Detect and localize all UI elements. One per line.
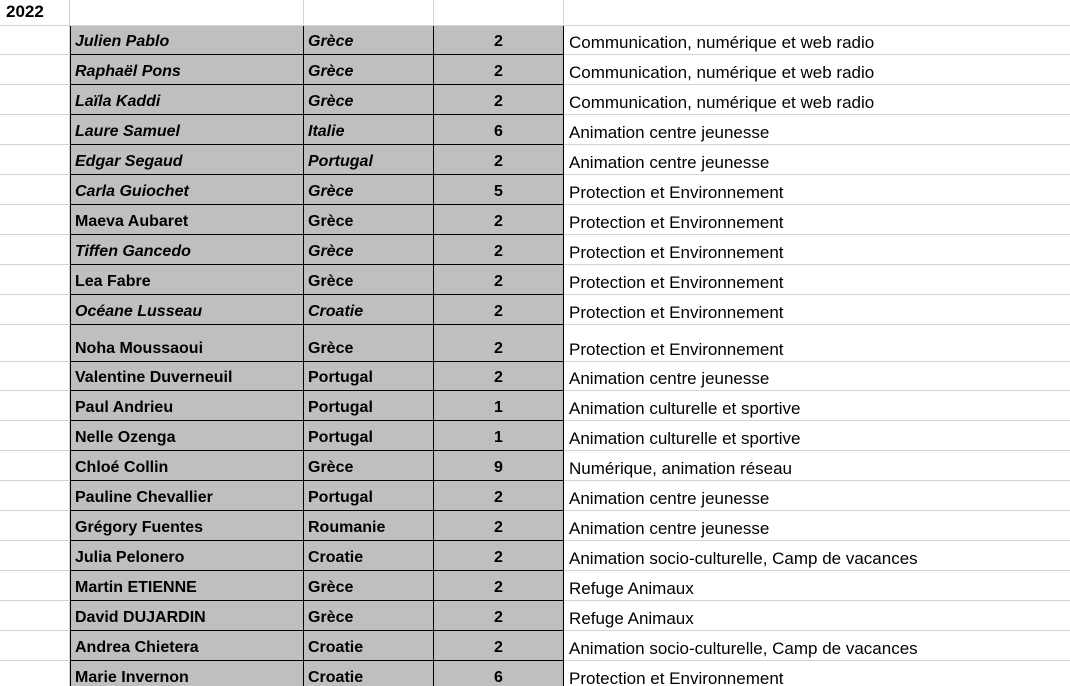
row-header-cell[interactable] [0, 421, 70, 451]
table-row [0, 145, 1070, 175]
country-cell[interactable] [304, 362, 434, 391]
participant-name: Raphaël Pons [75, 63, 181, 80]
row-header-cell[interactable] [0, 481, 70, 511]
table-row [0, 601, 1070, 631]
country-name: Portugal [308, 399, 373, 416]
count-value: 2 [494, 63, 503, 80]
row-header-cell[interactable] [0, 85, 70, 115]
country-cell[interactable] [304, 451, 434, 481]
empty-cell[interactable] [564, 0, 1070, 26]
participant-name: Julia Pelonero [75, 549, 185, 566]
activity-cell[interactable] [564, 85, 1070, 115]
activity-cell[interactable] [564, 601, 1070, 631]
country-cell[interactable] [304, 325, 434, 362]
country-name: Grèce [308, 243, 354, 260]
count-value: 2 [494, 609, 503, 626]
country-name: Grèce [308, 340, 354, 357]
table-row [0, 235, 1070, 265]
count-cell[interactable] [434, 205, 564, 235]
activity-cell[interactable] [564, 265, 1070, 295]
name-cell[interactable] [70, 26, 304, 55]
country-name: Grèce [308, 93, 354, 110]
participant-name: Valentine Duverneuil [75, 369, 233, 386]
table-row [0, 421, 1070, 451]
participant-name: Julien Pablo [75, 33, 170, 50]
table-row [0, 26, 1070, 55]
activity-cell[interactable] [564, 26, 1070, 55]
name-cell[interactable] [70, 205, 304, 235]
count-value: 6 [494, 669, 503, 686]
count-cell[interactable] [434, 115, 564, 145]
participant-name: Noha Moussaoui [75, 340, 204, 357]
name-cell[interactable] [70, 115, 304, 145]
table-row [0, 325, 1070, 362]
country-name: Grèce [308, 213, 354, 230]
count-cell[interactable] [434, 26, 564, 55]
table-row [0, 115, 1070, 145]
count-cell[interactable] [434, 362, 564, 391]
country-name: Portugal [308, 369, 373, 386]
count-value: 2 [494, 489, 503, 506]
participant-name: Andrea Chietera [75, 639, 199, 656]
participant-name: Maeva Aubaret [75, 213, 189, 230]
count-value: 2 [494, 549, 503, 566]
activity-text: Animation socio-culturelle, Camp de vacances [569, 549, 918, 568]
empty-cell[interactable] [70, 0, 304, 26]
table-row [0, 571, 1070, 601]
country-name: Grèce [308, 609, 354, 626]
country-name: Croatie [308, 639, 364, 656]
count-value: 5 [494, 183, 503, 200]
participant-name: Laïla Kaddi [75, 93, 161, 110]
name-cell[interactable] [70, 511, 304, 541]
table-row [0, 175, 1070, 205]
participant-name: Laure Samuel [75, 123, 180, 140]
count-cell[interactable] [434, 145, 564, 175]
row-header-cell[interactable] [0, 235, 70, 265]
name-cell[interactable] [70, 295, 304, 325]
country-name: Croatie [308, 303, 364, 320]
name-cell[interactable] [70, 265, 304, 295]
activity-text: Protection et Environnement [569, 340, 784, 359]
country-name: Italie [308, 123, 345, 140]
count-value: 2 [494, 153, 503, 170]
count-cell[interactable] [434, 481, 564, 511]
activity-text: Numérique, animation réseau [569, 459, 793, 478]
country-name: Grèce [308, 33, 354, 50]
activity-cell[interactable] [564, 205, 1070, 235]
country-cell[interactable] [304, 631, 434, 661]
row-header-cell[interactable] [0, 205, 70, 235]
name-cell[interactable] [70, 541, 304, 571]
count-value: 2 [494, 213, 503, 230]
table-row [0, 451, 1070, 481]
count-cell[interactable] [434, 325, 564, 362]
row-header-cell[interactable] [0, 175, 70, 205]
country-name: Grèce [308, 273, 354, 290]
name-cell[interactable] [70, 601, 304, 631]
country-cell[interactable] [304, 115, 434, 145]
count-value: 2 [494, 93, 503, 110]
count-cell[interactable] [434, 85, 564, 115]
name-cell[interactable] [70, 85, 304, 115]
country-cell[interactable] [304, 145, 434, 175]
country-cell[interactable] [304, 295, 434, 325]
country-name: Portugal [308, 489, 373, 506]
count-cell[interactable] [434, 451, 564, 481]
row-header-cell[interactable] [0, 295, 70, 325]
activity-text: Animation socio-culturelle, Camp de vacances [569, 639, 918, 658]
name-cell[interactable] [70, 451, 304, 481]
activity-text: Animation culturelle et sportive [569, 429, 801, 448]
activity-text: Animation centre jeunesse [569, 489, 770, 508]
table-row [0, 661, 1070, 686]
table-row [0, 511, 1070, 541]
activity-cell[interactable] [564, 511, 1070, 541]
row-header-cell[interactable] [0, 511, 70, 541]
activity-text: Communication, numérique et web radio [569, 63, 875, 82]
row-header-cell[interactable] [0, 601, 70, 631]
country-cell[interactable] [304, 421, 434, 451]
count-value: 2 [494, 519, 503, 536]
row-header-cell[interactable] [0, 571, 70, 601]
count-value: 2 [494, 303, 503, 320]
count-cell[interactable] [434, 541, 564, 571]
country-name: Roumanie [308, 519, 386, 536]
activity-text: Refuge Animaux [569, 579, 694, 598]
participant-name: Marie Invernon [75, 669, 189, 686]
count-value: 2 [494, 33, 503, 50]
participant-name: Carla Guiochet [75, 183, 189, 200]
row-header-cell[interactable] [0, 541, 70, 571]
activity-text: Protection et Environnement [569, 303, 784, 322]
row-header-cell[interactable] [0, 115, 70, 145]
table-row [0, 541, 1070, 571]
name-cell[interactable] [70, 571, 304, 601]
activity-cell[interactable] [564, 391, 1070, 421]
count-cell[interactable] [434, 295, 564, 325]
activity-cell[interactable] [564, 571, 1070, 601]
country-cell[interactable] [304, 175, 434, 205]
count-value: 2 [494, 639, 503, 656]
row-header-cell[interactable] [0, 265, 70, 295]
count-cell[interactable] [434, 571, 564, 601]
activity-cell[interactable] [564, 55, 1070, 85]
country-cell[interactable] [304, 26, 434, 55]
table-row [0, 362, 1070, 391]
activity-text: Animation centre jeunesse [569, 153, 770, 172]
activity-text: Refuge Animaux [569, 609, 694, 628]
activity-cell[interactable] [564, 362, 1070, 391]
activity-cell[interactable] [564, 235, 1070, 265]
activity-text: Communication, numérique et web radio [569, 93, 875, 112]
row-header-cell[interactable] [0, 631, 70, 661]
count-cell[interactable] [434, 175, 564, 205]
country-cell[interactable] [304, 391, 434, 421]
count-cell[interactable] [434, 601, 564, 631]
row-header-cell[interactable] [0, 451, 70, 481]
count-value: 2 [494, 579, 503, 596]
participant-name: Lea Fabre [75, 273, 151, 290]
name-cell[interactable] [70, 55, 304, 85]
activity-text: Animation culturelle et sportive [569, 399, 801, 418]
country-cell[interactable] [304, 481, 434, 511]
country-cell[interactable] [304, 235, 434, 265]
activity-text: Protection et Environnement [569, 243, 784, 262]
country-cell[interactable] [304, 55, 434, 85]
activity-cell[interactable] [564, 295, 1070, 325]
participant-name: Martin ETIENNE [75, 579, 197, 596]
activity-text: Animation centre jeunesse [569, 519, 770, 538]
count-value: 1 [494, 399, 503, 416]
count-value: 2 [494, 340, 503, 357]
country-name: Portugal [308, 153, 373, 170]
country-cell[interactable] [304, 265, 434, 295]
activity-cell[interactable] [564, 541, 1070, 571]
country-name: Grèce [308, 579, 354, 596]
row-header-cell[interactable] [0, 26, 70, 55]
count-cell[interactable] [434, 391, 564, 421]
activity-cell[interactable] [564, 115, 1070, 145]
table-row [0, 391, 1070, 421]
name-cell[interactable] [70, 362, 304, 391]
year-cell[interactable] [0, 0, 70, 26]
participant-name: Chloé Collin [75, 459, 169, 476]
name-cell[interactable] [70, 661, 304, 686]
table-row [0, 55, 1070, 85]
table-row [0, 85, 1070, 115]
activity-cell[interactable] [564, 145, 1070, 175]
count-value: 1 [494, 429, 503, 446]
name-cell[interactable] [70, 631, 304, 661]
count-cell[interactable] [434, 235, 564, 265]
country-name: Grèce [308, 459, 354, 476]
table-row [0, 265, 1070, 295]
activity-cell[interactable] [564, 631, 1070, 661]
country-name: Grèce [308, 63, 354, 80]
activity-text: Animation centre jeunesse [569, 123, 770, 142]
country-cell[interactable] [304, 571, 434, 601]
activity-text: Communication, numérique et web radio [569, 33, 875, 52]
participant-name: David DUJARDIN [75, 609, 206, 626]
count-value: 2 [494, 273, 503, 290]
year-label: 2022 [6, 2, 44, 21]
count-value: 2 [494, 369, 503, 386]
participant-name: Pauline Chevallier [75, 489, 213, 506]
activity-cell[interactable] [564, 175, 1070, 205]
country-cell[interactable] [304, 601, 434, 631]
name-cell[interactable] [70, 175, 304, 205]
row-header-cell[interactable] [0, 362, 70, 391]
row-header-cell[interactable] [0, 55, 70, 85]
country-name: Grèce [308, 183, 354, 200]
participant-name: Océane Lusseau [75, 303, 203, 320]
name-cell[interactable] [70, 421, 304, 451]
activity-text: Protection et Environnement [569, 273, 784, 292]
name-cell[interactable] [70, 235, 304, 265]
country-name: Croatie [308, 549, 364, 566]
name-cell[interactable] [70, 481, 304, 511]
activity-text: Protection et Environnement [569, 669, 784, 686]
name-cell[interactable] [70, 391, 304, 421]
count-value: 9 [494, 459, 503, 476]
activity-cell[interactable] [564, 661, 1070, 686]
count-cell[interactable] [434, 421, 564, 451]
count-cell[interactable] [434, 631, 564, 661]
country-cell[interactable] [304, 85, 434, 115]
empty-cell[interactable] [434, 0, 564, 26]
count-value: 2 [494, 243, 503, 260]
activity-cell[interactable] [564, 421, 1070, 451]
country-name: Croatie [308, 669, 364, 686]
table-row [0, 295, 1070, 325]
count-value: 6 [494, 123, 503, 140]
activity-cell[interactable] [564, 481, 1070, 511]
country-cell[interactable] [304, 205, 434, 235]
name-cell[interactable] [70, 325, 304, 362]
activity-text: Protection et Environnement [569, 213, 784, 232]
participant-name: Paul Andrieu [75, 399, 174, 416]
activity-cell[interactable] [564, 451, 1070, 481]
country-cell[interactable] [304, 511, 434, 541]
count-cell[interactable] [434, 55, 564, 85]
participant-name: Grégory Fuentes [75, 519, 204, 536]
participant-name: Tiffen Gancedo [75, 243, 191, 260]
participant-name: Edgar Segaud [75, 153, 183, 170]
activity-cell[interactable] [564, 325, 1070, 362]
activity-text: Animation centre jeunesse [569, 369, 770, 388]
table-row [0, 205, 1070, 235]
participant-name: Nelle Ozenga [75, 429, 176, 446]
count-cell[interactable] [434, 661, 564, 686]
activity-text: Protection et Environnement [569, 183, 784, 202]
row-header-cell[interactable] [0, 391, 70, 421]
empty-cell[interactable] [304, 0, 434, 26]
row-header-cell[interactable] [0, 661, 70, 686]
table-row [0, 481, 1070, 511]
row-header-cell[interactable] [0, 145, 70, 175]
country-cell[interactable] [304, 541, 434, 571]
header-row [0, 0, 1070, 26]
name-cell[interactable] [70, 145, 304, 175]
country-cell[interactable] [304, 661, 434, 686]
count-cell[interactable] [434, 265, 564, 295]
count-cell[interactable] [434, 511, 564, 541]
country-name: Portugal [308, 429, 373, 446]
row-header-cell[interactable] [0, 325, 70, 362]
table-row [0, 631, 1070, 661]
